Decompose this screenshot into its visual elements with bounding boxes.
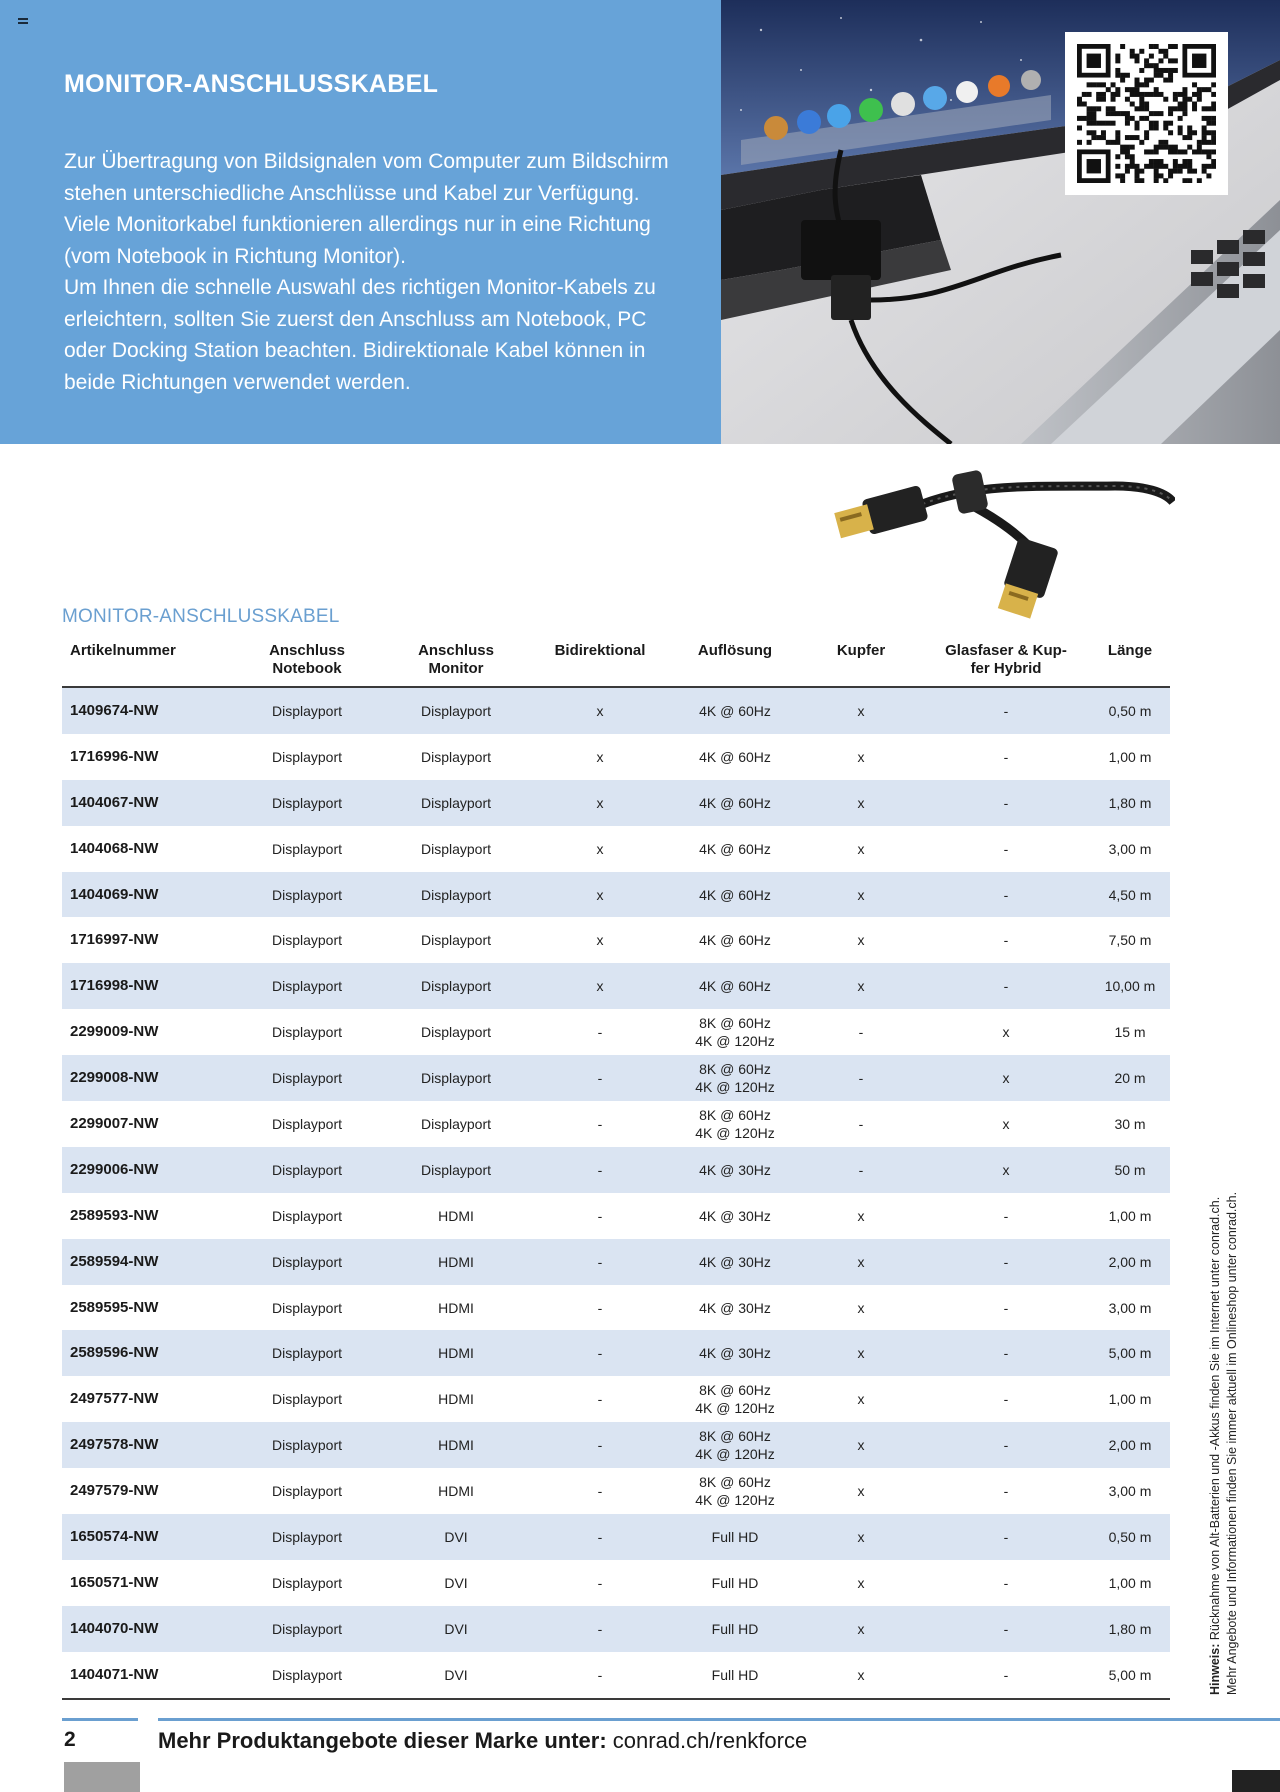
cell-length: 3,00 m bbox=[1108, 1299, 1152, 1316]
cell-bidirectional: - bbox=[597, 1253, 603, 1270]
cell-resolution: 8K @ 60Hz 4K @ 120Hz bbox=[695, 1106, 775, 1141]
table-row bbox=[62, 688, 1170, 734]
cell-article-number: 1409674-NW bbox=[70, 701, 159, 719]
cell-bidirectional: x bbox=[596, 794, 604, 811]
cell-resolution: 8K @ 60Hz 4K @ 120Hz bbox=[695, 1382, 775, 1417]
cell-length: 1,80 m bbox=[1108, 794, 1152, 811]
cell-fiber-hybrid: - bbox=[1003, 748, 1009, 765]
cell-article-number: 1650574-NW bbox=[70, 1527, 159, 1545]
page-title: MONITOR-ANSCHLUSSKABEL bbox=[64, 70, 439, 98]
cell-copper: x bbox=[857, 1207, 865, 1224]
cell-length: 1,00 m bbox=[1108, 748, 1152, 765]
cell-fiber-hybrid: - bbox=[1003, 794, 1009, 811]
cell-length: 3,00 m bbox=[1108, 1483, 1152, 1500]
cell-notebook-port: Displayport bbox=[271, 978, 343, 995]
cell-length: 5,00 m bbox=[1108, 1345, 1152, 1362]
cell-monitor-port: Displayport bbox=[420, 932, 492, 949]
cell-monitor-port: Displayport bbox=[420, 702, 492, 719]
cell-resolution: 4K @ 60Hz bbox=[699, 748, 771, 765]
cell-notebook-port: Displayport bbox=[271, 794, 343, 811]
cell-bidirectional: - bbox=[597, 1437, 603, 1454]
cell-resolution: 4K @ 30Hz bbox=[699, 1345, 771, 1362]
displayport-cable-photo bbox=[815, 462, 1175, 630]
cell-monitor-port: HDMI bbox=[438, 1391, 474, 1408]
cell-length: 15 m bbox=[1114, 1024, 1146, 1041]
cell-monitor-port: DVI bbox=[444, 1574, 468, 1591]
cell-copper: x bbox=[857, 794, 865, 811]
cell-resolution: 4K @ 30Hz bbox=[699, 1161, 771, 1178]
intro-line: Um Ihnen die schnelle Auswahl des richtigen Monitor-Kabels zu bbox=[64, 276, 656, 299]
cell-bidirectional: - bbox=[597, 1207, 603, 1224]
cell-monitor-port: DVI bbox=[444, 1666, 468, 1683]
cell-bidirectional: - bbox=[597, 1299, 603, 1316]
cell-monitor-port: HDMI bbox=[438, 1253, 474, 1270]
cell-length: 4,50 m bbox=[1108, 886, 1152, 903]
cell-fiber-hybrid: - bbox=[1003, 1437, 1009, 1454]
cell-copper: x bbox=[857, 978, 865, 995]
cell-copper: x bbox=[857, 702, 865, 719]
table-row bbox=[62, 1055, 1170, 1101]
cell-length: 1,00 m bbox=[1108, 1391, 1152, 1408]
column-header-resolution: Auflösung bbox=[697, 642, 773, 659]
cell-notebook-port: Displayport bbox=[271, 1528, 343, 1545]
hero-banner bbox=[0, 0, 1280, 444]
footer-brand-note bbox=[158, 1728, 807, 1754]
table-row bbox=[62, 963, 1170, 1009]
cell-monitor-port: HDMI bbox=[438, 1207, 474, 1224]
cell-article-number: 2497579-NW bbox=[70, 1482, 159, 1500]
cell-bidirectional: - bbox=[597, 1024, 603, 1041]
cell-fiber-hybrid: - bbox=[1003, 1528, 1009, 1545]
cell-bidirectional: x bbox=[596, 886, 604, 903]
table-row bbox=[62, 780, 1170, 826]
cell-resolution: 4K @ 30Hz bbox=[699, 1207, 771, 1224]
cell-bidirectional: - bbox=[597, 1528, 603, 1545]
cell-bidirectional: - bbox=[597, 1391, 603, 1408]
cell-length: 1,80 m bbox=[1108, 1620, 1152, 1637]
table-row bbox=[62, 1606, 1170, 1652]
cell-resolution: 4K @ 30Hz bbox=[699, 1253, 771, 1270]
column-header-notebook-port: Anschluss Notebook bbox=[269, 642, 345, 677]
cell-article-number: 2589594-NW bbox=[70, 1252, 159, 1270]
table-row bbox=[62, 1147, 1170, 1193]
cell-resolution: 4K @ 60Hz bbox=[699, 978, 771, 995]
cell-monitor-port: Displayport bbox=[420, 978, 492, 995]
cell-length: 1,00 m bbox=[1108, 1574, 1152, 1591]
section-title: MONITOR-ANSCHLUSSKABEL bbox=[62, 606, 340, 627]
cell-bidirectional: - bbox=[597, 1666, 603, 1683]
cell-fiber-hybrid: x bbox=[1002, 1024, 1010, 1041]
cell-bidirectional: x bbox=[596, 978, 604, 995]
qr-code-graphic bbox=[1077, 44, 1216, 183]
table-row bbox=[62, 1101, 1170, 1147]
cell-copper: x bbox=[857, 1345, 865, 1362]
table-row bbox=[62, 1652, 1170, 1698]
table-row bbox=[62, 826, 1170, 872]
cell-copper: x bbox=[857, 1437, 865, 1454]
intro-line: beide Richtungen verwendet werden. bbox=[64, 370, 411, 394]
cell-fiber-hybrid: x bbox=[1002, 1161, 1010, 1178]
cell-fiber-hybrid: - bbox=[1003, 1391, 1009, 1408]
cell-resolution: 4K @ 30Hz bbox=[699, 1299, 771, 1316]
cell-notebook-port: Displayport bbox=[271, 1620, 343, 1637]
cell-monitor-port: Displayport bbox=[420, 840, 492, 857]
cell-length: 5,00 m bbox=[1108, 1666, 1152, 1683]
cell-resolution: Full HD bbox=[711, 1666, 759, 1683]
cell-notebook-port: Displayport bbox=[271, 1161, 343, 1178]
cell-length: 0,50 m bbox=[1108, 1528, 1152, 1545]
cell-article-number: 2299006-NW bbox=[70, 1160, 159, 1178]
cell-monitor-port: Displayport bbox=[420, 1115, 492, 1132]
cell-bidirectional: x bbox=[596, 748, 604, 765]
footer-rule-left bbox=[62, 1718, 138, 1721]
side-note-line-1-text: Rücknahme von Alt-Batterien und -Akkus finden Sie im Internet unter conrad.ch. bbox=[1208, 1196, 1222, 1644]
cell-bidirectional: - bbox=[597, 1115, 603, 1132]
footer-dark-tab bbox=[1232, 1770, 1280, 1792]
cell-length: 3,00 m bbox=[1108, 840, 1152, 857]
cell-monitor-port: Displayport bbox=[420, 748, 492, 765]
cell-article-number: 2589595-NW bbox=[70, 1298, 159, 1316]
cell-notebook-port: Displayport bbox=[271, 932, 343, 949]
cell-bidirectional: - bbox=[597, 1345, 603, 1362]
cell-resolution: 8K @ 60Hz 4K @ 120Hz bbox=[695, 1061, 775, 1096]
cell-article-number: 2589596-NW bbox=[70, 1344, 159, 1362]
table-row bbox=[62, 1009, 1170, 1055]
cell-length: 10,00 m bbox=[1104, 978, 1156, 995]
cell-bidirectional: x bbox=[596, 702, 604, 719]
cell-notebook-port: Displayport bbox=[271, 886, 343, 903]
table-row bbox=[62, 1239, 1170, 1285]
cell-bidirectional: - bbox=[597, 1620, 603, 1637]
cell-notebook-port: Displayport bbox=[271, 1070, 343, 1087]
cell-length: 0,50 m bbox=[1108, 702, 1152, 719]
cell-fiber-hybrid: - bbox=[1003, 932, 1009, 949]
cell-copper: x bbox=[857, 1483, 865, 1500]
cell-resolution: 8K @ 60Hz 4K @ 120Hz bbox=[695, 1015, 775, 1050]
intro-paragraph bbox=[64, 146, 684, 398]
cell-monitor-port: Displayport bbox=[420, 1070, 492, 1087]
cell-resolution: Full HD bbox=[711, 1528, 759, 1545]
cell-bidirectional: - bbox=[597, 1483, 603, 1500]
cell-copper: - bbox=[858, 1115, 864, 1132]
cell-fiber-hybrid: - bbox=[1003, 1666, 1009, 1683]
cell-fiber-hybrid: - bbox=[1003, 840, 1009, 857]
footer-brand-link[interactable]: conrad.ch/renkforce bbox=[612, 1728, 808, 1753]
cell-monitor-port: HDMI bbox=[438, 1345, 474, 1362]
cell-fiber-hybrid: - bbox=[1003, 1207, 1009, 1224]
cell-length: 20 m bbox=[1114, 1070, 1146, 1087]
cell-copper: x bbox=[857, 1666, 865, 1683]
cell-length: 1,00 m bbox=[1108, 1207, 1152, 1224]
side-note-label: Hinweis: bbox=[1208, 1643, 1222, 1695]
cell-copper: - bbox=[858, 1070, 864, 1087]
cell-notebook-port: Displayport bbox=[271, 1207, 343, 1224]
table-row bbox=[62, 1560, 1170, 1606]
cell-article-number: 1716996-NW bbox=[70, 747, 159, 765]
cell-fiber-hybrid: - bbox=[1003, 1483, 1009, 1500]
cell-resolution: 4K @ 60Hz bbox=[699, 702, 771, 719]
cell-resolution: 8K @ 60Hz 4K @ 120Hz bbox=[695, 1428, 775, 1463]
cell-article-number: 1404067-NW bbox=[70, 793, 159, 811]
cell-copper: x bbox=[857, 1391, 865, 1408]
cell-monitor-port: Displayport bbox=[420, 1161, 492, 1178]
cell-fiber-hybrid: - bbox=[1003, 1574, 1009, 1591]
cell-monitor-port: HDMI bbox=[438, 1299, 474, 1316]
cell-length: 2,00 m bbox=[1108, 1437, 1152, 1454]
intro-line: Viele Monitorkabel funktionieren allerdings nur in eine Richtung bbox=[64, 213, 651, 236]
footer-rule-right bbox=[158, 1718, 1280, 1721]
column-header-length: Länge bbox=[1107, 642, 1153, 659]
table-row bbox=[62, 1468, 1170, 1514]
cell-copper: x bbox=[857, 1620, 865, 1637]
cell-bidirectional: - bbox=[597, 1070, 603, 1087]
cell-copper: x bbox=[857, 1528, 865, 1545]
cell-copper: x bbox=[857, 1299, 865, 1316]
cell-copper: x bbox=[857, 1574, 865, 1591]
cell-fiber-hybrid: x bbox=[1002, 1070, 1010, 1087]
footer-gray-tab bbox=[64, 1762, 140, 1792]
cell-monitor-port: DVI bbox=[444, 1528, 468, 1545]
cell-article-number: 2299009-NW bbox=[70, 1023, 159, 1041]
cell-article-number: 1404071-NW bbox=[70, 1665, 159, 1683]
cell-fiber-hybrid: - bbox=[1003, 1253, 1009, 1270]
product-table bbox=[62, 636, 1170, 1700]
cell-copper: x bbox=[857, 748, 865, 765]
cell-resolution: 4K @ 60Hz bbox=[699, 840, 771, 857]
qr-code[interactable] bbox=[1065, 32, 1228, 195]
cell-notebook-port: Displayport bbox=[271, 748, 343, 765]
cell-length: 50 m bbox=[1114, 1161, 1146, 1178]
table-bottom-rule bbox=[62, 1698, 1170, 1700]
cell-notebook-port: Displayport bbox=[271, 1437, 343, 1454]
cell-length: 7,50 m bbox=[1108, 932, 1152, 949]
table-row bbox=[62, 872, 1170, 918]
cell-notebook-port: Displayport bbox=[271, 1345, 343, 1362]
table-body bbox=[62, 688, 1170, 1698]
cell-copper: x bbox=[857, 840, 865, 857]
cell-article-number: 2497577-NW bbox=[70, 1390, 159, 1408]
cell-bidirectional: - bbox=[597, 1161, 603, 1178]
cell-length: 2,00 m bbox=[1108, 1253, 1152, 1270]
cell-article-number: 2589593-NW bbox=[70, 1206, 159, 1224]
table-row bbox=[62, 1330, 1170, 1376]
table-row bbox=[62, 1422, 1170, 1468]
cell-article-number: 1716997-NW bbox=[70, 931, 159, 949]
cell-copper: x bbox=[857, 886, 865, 903]
cell-notebook-port: Displayport bbox=[271, 1253, 343, 1270]
side-note-line-2: Mehr Angebote und Informationen finden Sie immer aktuell im Onlineshop unter conrad.ch. bbox=[1225, 1191, 1239, 1695]
cell-article-number: 1404069-NW bbox=[70, 885, 159, 903]
table-row bbox=[62, 734, 1170, 780]
cell-article-number: 1404070-NW bbox=[70, 1619, 159, 1637]
cell-resolution: Full HD bbox=[711, 1620, 759, 1637]
cell-monitor-port: Displayport bbox=[420, 794, 492, 811]
table-row bbox=[62, 917, 1170, 963]
cell-fiber-hybrid: - bbox=[1003, 1620, 1009, 1637]
cell-notebook-port: Displayport bbox=[271, 1483, 343, 1500]
cell-copper: x bbox=[857, 932, 865, 949]
cell-resolution: 4K @ 60Hz bbox=[699, 932, 771, 949]
table-header-row bbox=[62, 636, 1170, 688]
cell-article-number: 2497578-NW bbox=[70, 1436, 159, 1454]
cell-article-number: 1716998-NW bbox=[70, 977, 159, 995]
cell-article-number: 1650571-NW bbox=[70, 1573, 159, 1591]
column-header-copper: Kupfer bbox=[836, 642, 886, 659]
cell-copper: x bbox=[857, 1253, 865, 1270]
footer-brand-label: Mehr Produktangebote dieser Marke unter: bbox=[158, 1728, 607, 1753]
cell-copper: - bbox=[858, 1161, 864, 1178]
column-header-article-number: Artikelnummer bbox=[70, 642, 176, 659]
cell-resolution: 4K @ 60Hz bbox=[699, 794, 771, 811]
cell-monitor-port: DVI bbox=[444, 1620, 468, 1637]
cell-bidirectional: - bbox=[597, 1574, 603, 1591]
side-note-text bbox=[1207, 1191, 1241, 1695]
page-number: 2 bbox=[64, 1728, 76, 1751]
cell-bidirectional: x bbox=[596, 932, 604, 949]
cell-notebook-port: Displayport bbox=[271, 840, 343, 857]
intro-line: Zur Übertragung von Bildsignalen vom Computer zum Bildschirm bbox=[64, 150, 669, 173]
cell-fiber-hybrid: - bbox=[1003, 1299, 1009, 1316]
cell-notebook-port: Displayport bbox=[271, 1299, 343, 1316]
cell-fiber-hybrid: - bbox=[1003, 978, 1009, 995]
cell-resolution: Full HD bbox=[711, 1574, 759, 1591]
menu-icon[interactable] bbox=[18, 18, 28, 26]
cell-notebook-port: Displayport bbox=[271, 1115, 343, 1132]
cell-monitor-port: HDMI bbox=[438, 1437, 474, 1454]
cell-fiber-hybrid: x bbox=[1002, 1115, 1010, 1132]
table-row bbox=[62, 1514, 1170, 1560]
intro-line: stehen unterschiedliche Anschlüsse und Kabel zur Verfügung. bbox=[64, 181, 640, 205]
cell-bidirectional: x bbox=[596, 840, 604, 857]
cell-resolution: 8K @ 60Hz 4K @ 120Hz bbox=[695, 1474, 775, 1509]
table-row bbox=[62, 1285, 1170, 1331]
cell-article-number: 2299008-NW bbox=[70, 1069, 159, 1087]
intro-line: erleichtern, sollten Sie zuerst den Anschluss am Notebook, PC bbox=[64, 307, 647, 331]
column-header-bidirectional: Bidirektional bbox=[554, 642, 646, 659]
cell-article-number: 2299007-NW bbox=[70, 1114, 159, 1132]
table-row bbox=[62, 1376, 1170, 1422]
side-note bbox=[1207, 1191, 1249, 1695]
cell-length: 30 m bbox=[1114, 1115, 1146, 1132]
column-header-fiber-hybrid: Glasfaser & Kup- fer Hybrid bbox=[945, 642, 1067, 677]
side-note-line-1 bbox=[1207, 1196, 1224, 1695]
cell-notebook-port: Displayport bbox=[271, 1391, 343, 1408]
cell-notebook-port: Displayport bbox=[271, 702, 343, 719]
cell-monitor-port: HDMI bbox=[438, 1483, 474, 1500]
cell-fiber-hybrid: - bbox=[1003, 702, 1009, 719]
intro-line: (vom Notebook in Richtung Monitor). bbox=[64, 244, 406, 268]
cell-article-number: 1404068-NW bbox=[70, 839, 159, 857]
column-header-monitor-port: Anschluss Monitor bbox=[418, 642, 494, 677]
cell-monitor-port: Displayport bbox=[420, 886, 492, 903]
cell-notebook-port: Displayport bbox=[271, 1024, 343, 1041]
intro-line: oder Docking Station beachten. Bidirektionale Kabel können in bbox=[64, 339, 646, 362]
table-row bbox=[62, 1193, 1170, 1239]
cell-resolution: 4K @ 60Hz bbox=[699, 886, 771, 903]
cell-fiber-hybrid: - bbox=[1003, 886, 1009, 903]
cell-notebook-port: Displayport bbox=[271, 1666, 343, 1683]
cell-copper: - bbox=[858, 1024, 864, 1041]
hero-text-panel bbox=[0, 0, 721, 444]
cell-monitor-port: Displayport bbox=[420, 1024, 492, 1041]
cell-fiber-hybrid: - bbox=[1003, 1345, 1009, 1362]
cell-notebook-port: Displayport bbox=[271, 1574, 343, 1591]
